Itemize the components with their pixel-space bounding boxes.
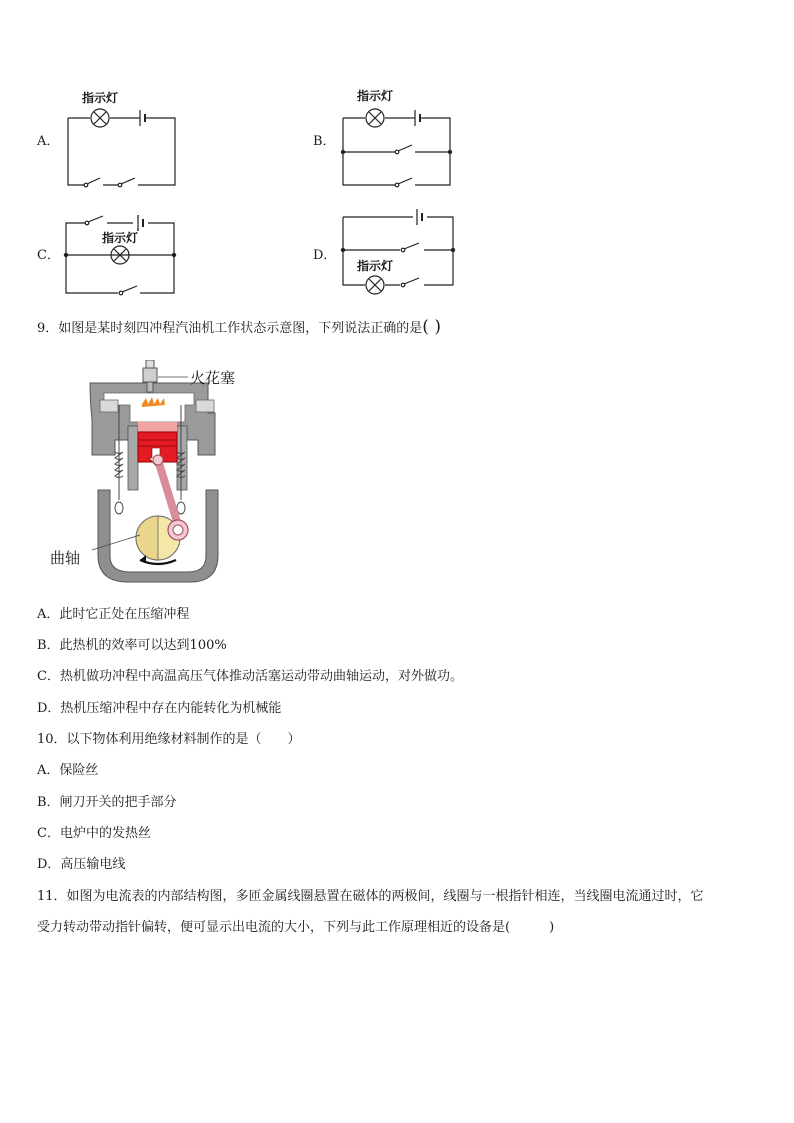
q8-option-b-label[interactable]: B． [313, 134, 336, 149]
q9-option-c[interactable]: C．热机做功冲程中高温高压气体推动活塞运动带动曲轴运动，对外做功。 [37, 669, 463, 684]
q10-option-c[interactable]: C．电炉中的发热丝 [37, 826, 151, 841]
q10-option-a[interactable]: A．保险丝 [37, 763, 99, 778]
q8-option-a-label[interactable]: A． [37, 134, 60, 149]
q8-circuit-a [60, 85, 185, 195]
q8-d-lamp-label: 指示灯 [356, 259, 394, 273]
crankshaft-label: 曲轴 [50, 549, 81, 567]
q8-option-d-label[interactable]: D． [313, 248, 337, 263]
q8-a-lamp-label: 指示灯 [81, 91, 119, 105]
q10-option-b[interactable]: B．闸刀开关的把手部分 [37, 795, 177, 810]
q8-circuit-d [335, 205, 460, 300]
q8-c-lamp-label: 指示灯 [101, 231, 139, 245]
q11-stem-line1: 11．如图为电流表的内部结构图，多匝金属线圈悬置在磁体的两极间，线圈与一根指针相连，当线圈电流通过时，它 [37, 889, 704, 904]
q9-stem [37, 317, 441, 337]
q11-stem-line2: 受力转动带动指针偏转，便可显示出电流的大小，下列与此工作原理相近的设备是( ) [37, 920, 555, 935]
q9-stem-text: 9．如图是某时刻四冲程汽油机工作状态示意图，下列说法正确的是 [37, 321, 423, 336]
q10-option-d[interactable]: D．高压输电线 [37, 857, 126, 872]
q8-circuit-b [335, 85, 460, 195]
q8-b-lamp-label: 指示灯 [356, 89, 394, 103]
q8-circuit-c [60, 205, 185, 300]
q9-option-a[interactable]: A．此时它正处在压缩冲程 [37, 607, 190, 622]
q9-option-d[interactable]: D．热机压缩冲程中存在内能转化为机械能 [37, 701, 282, 716]
q10-stem: 10．以下物体利用绝缘材料制作的是（ ） [37, 732, 301, 747]
q9-option-b[interactable]: B．此热机的效率可以达到100% [37, 638, 227, 653]
spark-plug-label: 火花塞 [190, 369, 236, 387]
q8-option-c-label[interactable]: C． [37, 248, 60, 263]
q9-answer-paren[interactable]: ( ) [422, 317, 441, 337]
